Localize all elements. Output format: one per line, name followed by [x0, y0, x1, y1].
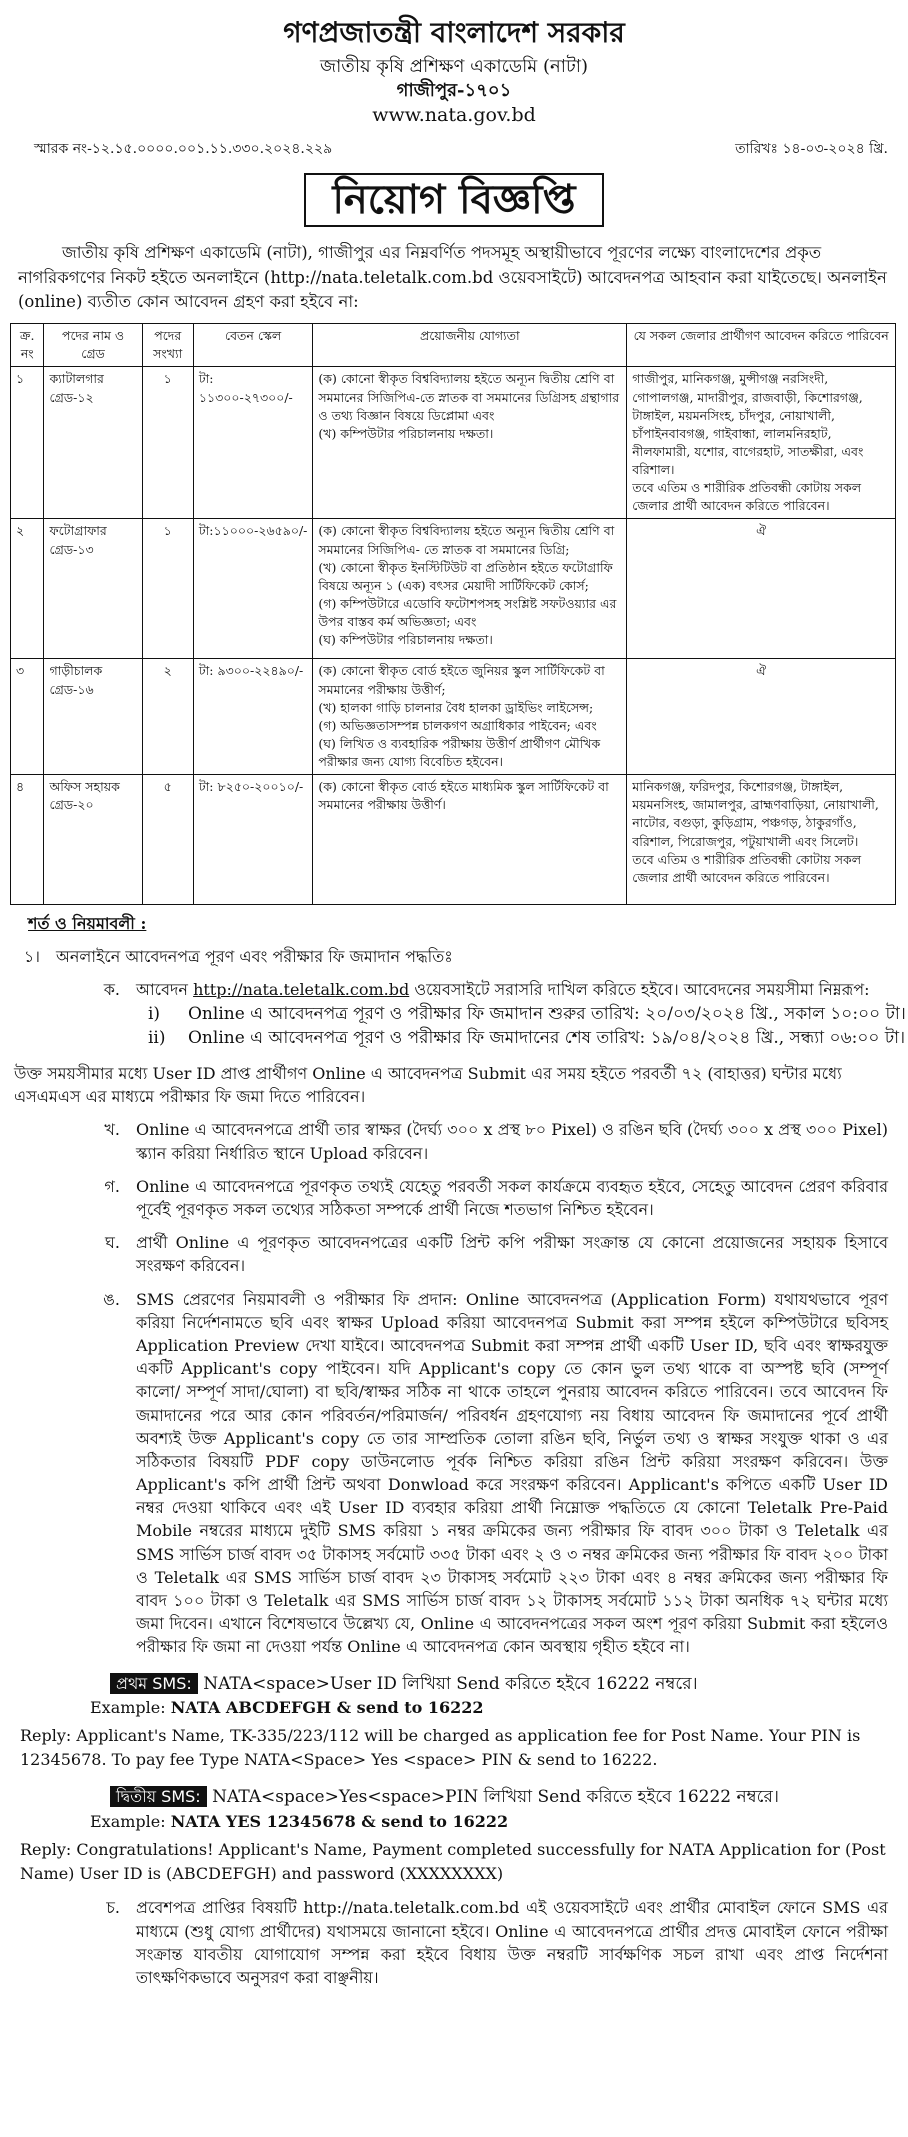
item-number: ক.: [103, 979, 120, 999]
example-text: NATA ABCDEFGH & send to 16222: [170, 1698, 484, 1718]
first-sms-reply: Reply: Applicant's Name, TK-335/223/112 will be charged as application fee for Post Name. Your PIN is 12345678. To pay fee Type NATA<Space> Yes <space> PIN & send to 16222.: [20, 1726, 861, 1770]
organization-name: জাতীয় কৃষি প্রশিক্ষণ একাডেমি (নাটা): [319, 56, 588, 78]
example-text: NATA YES 12345678 & send to 16222: [170, 1812, 509, 1832]
title-box: [0, 173, 908, 227]
deadline-text: Online এ আবেদনপত্র পূরণ ও পরীক্ষার ফি জমাদান শুরুর তারিখ: ২০/০৩/২০২৪ খ্রি., সকাল ১০:০০ টা।: [188, 1003, 906, 1024]
deadline-num: ii): [148, 1028, 166, 1049]
table-header-cell: ক্র. নং: [11, 324, 44, 367]
second-sms-example: [90, 1811, 908, 1832]
organization-location: গাজীপুর-১৭০১: [396, 80, 512, 102]
posts-table: [10, 323, 896, 905]
table-row: [11, 367, 896, 519]
condition-item: [80, 1118, 908, 1164]
serial-cell: ৩: [11, 659, 44, 775]
example-label: Example:: [90, 1812, 166, 1832]
condition-item: [80, 978, 908, 1001]
qualification-cell: (ক) কোনো স্বীকৃত বিশ্ববিদ্যালয় হইতে অন্যূন দ্বিতীয় শ্রেণি বা সমমানের সিজিপিএ-তে স্নাতক বা সমমানের ডিগ্রিসহ গ্রন্থাগার ও তথ্য বিজ্ঞান বিষয়ে ডিপ্লোমা এবং (খ) কম্পিউটার পরিচালনায় দক্ষতা।: [313, 367, 627, 519]
item-number: ঙ.: [103, 1289, 120, 1309]
item-number: চ.: [106, 1898, 120, 1918]
deadline-end: [148, 1027, 908, 1050]
first-sms-badge: প্রথম SMS:: [110, 1673, 198, 1694]
time-note: উক্ত সময়সীমার মধ্যে User ID প্রাপ্ত প্রার্থীগণ Online এ আবেদনপত্র Submit এর সময় হইতে পরবর্তী ৭২ (বাহাত্তর) ঘন্টার মধ্যে এসএমএস এর মাধ্যমে পরীক্ষার ফি জমা দিতে পারিবেন।: [14, 1064, 842, 1107]
first-sms-example: [90, 1697, 908, 1718]
qualification-cell: (ক) কোনো স্বীকৃত বোর্ড হইতে জুনিয়র স্কুল সার্টিফিকেট বা সমমানের পরীক্ষায় উত্তীর্ণ; (খ) হালকা গাড়ি চালনার বৈধ হালকা ড্রাইভিং লাইসেন্স; (গ) অভিজ্ঞতাসম্পন্ন চালকগণ অগ্রাধিকার পাইবেন; এবং (ঘ) লিখিত ও ব্যবহারিক পরীক্ষায় উত্তীর্ণ প্রার্থীগণ মৌখিক পরীক্ষার জন্য যোগ্য বিবেচিত হইবেন।: [313, 659, 627, 775]
second-sms-text: NATA<space>Yes<space>PIN লিখিয়া Send করিতে হইবে 16222 নম্বরে।: [212, 1787, 779, 1808]
intro-paragraph: জাতীয় কৃষি প্রশিক্ষণ একাডেমি (নাটা), গাজীপুর এর নিম্নবর্ণিত পদসমূহ অস্থায়ীভাবে পূরণের লক্ষ্যে বাংলাদেশের প্রকৃত নাগরিকগণের নিকট হইতে অনলাইনে (http://nata.teletalk.com.bd ওয়েবসাইটে) আবেদনপত্র আহবান করা যাইতেছে। অনলাইন (online) ব্যতীত কোন আবেদন গ্রহণ করা হইবে না:: [18, 242, 887, 312]
condition-item: [0, 945, 908, 968]
count-cell: ৫: [142, 775, 193, 905]
first-sms-text: NATA<space>User ID লিখিয়া Send করিতে হইবে 16222 নম্বরে।: [203, 1673, 698, 1694]
table-row: [11, 659, 896, 775]
organization-website: www.nata.gov.bd: [372, 104, 536, 127]
scale-cell: টা: ৯৩০০-২২৪৯০/-: [193, 659, 313, 775]
government-name: গণপ্রজাতন্ত্রী বাংলাদেশ সরকার: [283, 16, 625, 49]
serial-cell: ২: [11, 519, 44, 659]
serial-cell: ১: [11, 367, 44, 519]
item-text: Online এ আবেদনপত্রে পূরণকৃত তথ্যই যেহেতু পরবর্তী সকল কার্যক্রমে ব্যবহৃত হইবে, সেহেতু আবেদন প্রেরণ করিবার পূর্বেই পূরণকৃত সকল তথ্যের সঠিকতা সম্পর্কে প্রার্থী নিজে শতভাগ নিশ্চিত হইবেন।: [136, 1176, 888, 1220]
qualification-cell: (ক) কোনো স্বীকৃত বোর্ড হইতে মাধ্যমিক স্কুল সার্টিফিকেট বা সমমানের পরীক্ষায় উত্তীর্ণ।: [313, 775, 627, 905]
item-text: Online এ আবেদনপত্রে প্রার্থী তার স্বাক্ষর (দৈর্ঘ্য ৩০০ x প্রস্থ ৮০ Pixel) ও রঙিন ছবি (দৈর্ঘ্য ৩০০ x প্রস্থ ৩০০ Pixel) স্ক্যান করিয়া নির্ধারিত স্থানে Upload করিবেন।: [136, 1120, 888, 1163]
second-sms-row: [110, 1786, 908, 1809]
districts-cell: গাজীপুর, মানিকগঞ্জ, মুন্সীগঞ্জ নরসিংদী, গোপালগঞ্জ, মাদারীপুর, রাজবাড়ী, কিশোরগঞ্জ, টাঙ্গাইল, ময়মনসিংহ, চাঁদপুর, নোয়াখালী, চাঁপাইনবাবগঞ্জ, গাইবান্ধা, লালমনিরহাট, নীলফামারী, যশোর, বাগেরহাট, সাতক্ষীরা, এবং বরিশাল। তবে এতিম ও শারীরিক প্রতিবন্ধী কোটায় সকল জেলার প্রার্থী আবেদন করিতে পারিবেন।: [627, 367, 896, 519]
deadline-start: [148, 1003, 908, 1026]
post-cell: ক্যাটালগার গ্রেড-১২: [44, 367, 142, 519]
item-number: গ.: [104, 1176, 120, 1196]
districts-cell: মানিকগঞ্জ, ফরিদপুর, কিশোরগঞ্জ, টাঙ্গাইল, ময়মনসিংহ, জামালপুর, ব্রাহ্মণবাড়িয়া, নোয়াখালী, নাটোর, বগুড়া, কুড়িগ্রাম, পঞ্চগড়, ঠাকুরগাঁও, বরিশাল, পিরোজপুর, পটুয়াখালী এবং সিলেট। তবে এতিম ও শারীরিক প্রতিবন্ধী কোটায় সকল জেলার প্রার্থী আবেদন করিতে পারিবেন।: [627, 775, 896, 905]
deadline-text: Online এ আবেদনপত্র পূরণ ও পরীক্ষার ফি জমাদানের শেষ তারিখ: ১৯/০৪/২০২৪ খ্রি., সন্ধ্যা ০৬:০০ টা।: [188, 1028, 906, 1049]
memo-number: স্মারক নং-১২.১৫.০০০০.০০১.১১.৩৩০.২০২৪.২২৯: [34, 141, 333, 158]
memo-row: [34, 140, 888, 159]
first-sms-row: [110, 1673, 908, 1696]
table-header-cell: পদের নাম ও গ্রেড: [44, 324, 142, 367]
table-header-cell: বেতন স্কেল: [193, 324, 313, 367]
post-cell: গাড়ীচালক গ্রেড-১৬: [44, 659, 142, 775]
memo-date: তারিখঃ ১৪-০৩-২০২৪ খ্রি.: [735, 141, 888, 158]
condition-item: [80, 1896, 908, 1989]
qualification-cell: (ক) কোনো স্বীকৃত বিশ্ববিদ্যালয় হইতে অন্যূন দ্বিতীয় শ্রেণি বা সমমানের সিজিপিএ- তে স্নাতক বা সমমানের ডিগ্রি; (খ) কোনো স্বীকৃত ইনস্টিটিউট বা প্রতিষ্ঠান হইতে ফটোগ্রাফি বিষয়ে অন্যূন ১ (এক) বৎসর মেয়াদী সার্টিফিকেট কোর্স; (গ) কম্পিউটারে এডোবি ফটোশপসহ সংশ্লিষ্ট সফটওয়্যার এর উপর বাস্তব কর্ম অভিজ্ঞতা; এবং (ঘ) কম্পিউটার পরিচালনায় দক্ষতা।: [313, 519, 627, 659]
condition-item: [80, 1231, 908, 1277]
count-cell: ১: [142, 367, 193, 519]
table-header-cell: প্রয়োজনীয় যোগ্যতা: [313, 324, 627, 367]
districts-cell: ঐ: [627, 659, 896, 775]
item-number: ঘ.: [105, 1233, 120, 1253]
notice-header: [0, 14, 908, 128]
item-number: খ.: [104, 1120, 120, 1140]
item-number: ১।: [23, 946, 40, 966]
conditions-heading: শর্ত ও নিয়মাবলী :: [28, 914, 147, 934]
item-text: প্রবেশপত্র প্রাপ্তির বিষয়টি http://nata.teletalk.com.bd এই ওয়েবসাইটে এবং প্রার্থীর মোবাইল ফোনে SMS এর মাধ্যমে (শুধু যোগ্য প্রার্থীদের) যথাসময়ে জানানো হইবে। Online এ আবেদনপত্রে প্রার্থীর প্রদত্ত মোবাইল ফোনে পরীক্ষা সংক্রান্ত যাবতীয় যোগাযোগ সম্পন্ন করা হইবে বিধায় উক্ত নম্বরটি সার্বক্ষণিক সচল রাখা এবং প্রাপ্ত নির্দেশনা তাৎক্ষণিকভাবে অনুসরণ করা বাঞ্ছনীয়।: [136, 1898, 888, 1987]
second-sms-reply: Reply: Congratulations! Applicant's Name, Payment completed successfully for NATA Application for (Post Name) User ID is (ABCDEFGH) and password (XXXXXXXX): [20, 1840, 886, 1884]
post-cell: ফটোগ্রাফার গ্রেড-১৩: [44, 519, 142, 659]
deadline-num: i): [148, 1003, 161, 1024]
post-cell: অফিস সহায়ক গ্রেড-২০: [44, 775, 142, 905]
scale-cell: টা:১১০০০-২৬৫৯০/-: [193, 519, 313, 659]
scale-cell: টা: ৮২৫০-২০০১০/-: [193, 775, 313, 905]
districts-cell: ঐ: [627, 519, 896, 659]
serial-cell: ৪: [11, 775, 44, 905]
count-cell: ২: [142, 659, 193, 775]
table-header-cell: পদের সংখ্যা: [142, 324, 193, 367]
table-row: [11, 519, 896, 659]
apply-suffix: ওয়েবসাইটে সরাসরি দাখিল করিতে হইবে। আবেদনের সময়সীমা নিম্নরূপ:: [414, 979, 870, 999]
second-sms-badge: দ্বিতীয় SMS:: [110, 1786, 207, 1807]
apply-prefix: আবেদন: [136, 979, 188, 999]
item-text: প্রার্থী Online এ পূরণকৃত আবেদনপত্রের একটি প্রিন্ট কপি পরীক্ষা সংক্রান্ত যে কোনো প্রয়োজনের সহায়ক হিসাবে সংরক্ষণ করিবেন।: [136, 1233, 888, 1276]
item-text: অনলাইনে আবেদনপত্র পূরণ এবং পরীক্ষার ফি জমাদান পদ্ধতিঃ: [56, 946, 453, 966]
condition-item: [80, 1175, 908, 1221]
table-header-cell: যে সকল জেলার প্রার্থীগণ আবেদন করিতে পারিবেন: [627, 324, 896, 367]
table-row: [11, 775, 896, 905]
condition-item: [80, 1288, 908, 1659]
teletalk-link[interactable]: http://nata.teletalk.com.bd: [193, 979, 410, 999]
scale-cell: টা: ১১৩০০-২৭৩০০/-: [193, 367, 313, 519]
notice-title: নিয়োগ বিজ্ঞপ্তি: [304, 173, 603, 227]
example-label: Example:: [90, 1698, 166, 1718]
item-text: SMS প্রেরণের নিয়মাবলী ও পরীক্ষার ফি প্রদান: Online আবেদনপত্র (Application Form) যথাযথভাবে পূরণ করিয়া নির্দেশনামতে ছবি এবং স্বাক্ষর Upload করিয়া আবেদনপত্র Submit করা সম্পন্ন হইলে কম্পিউটারে ছবিসহ Application Preview দেখা যাইবে। আবেদনপত্র Submit করা সম্পন্ন প্রার্থী একটি User ID, ছবি এবং স্বাক্ষরযুক্ত একটি Applicant's copy পাইবেন। যদি Applicant's copy তে কোন ভুল তথ্য থাকে বা অস্পষ্ট ছবি (সম্পূর্ণ কালো/ সম্পূর্ণ সাদা/ঘোলা) বা ছবি/স্বাক্ষর সঠিক না থাকে তাহলে পুনরায় আবেদন করিতে পারিবেন। তবে আবেদন ফি জমাদানের পরে আর কোন পরিবর্তন/পরিমার্জন/ পরিবর্ধন গ্রহণযোগ্য নয় বিধায় আবেদন ফি জমাদানের পূর্বে প্রার্থী অবশ্যই উক্ত Applicant's copy তে তার সাম্প্রতিক তোলা রঙিন ছবি, নির্ভুল তথ্য ও স্বাক্ষর সংযুক্ত থাকা ও এর সঠিকতার বিষয়টি PDF copy ডাউনলোড পূর্বক নিশ্চিত করিয়া রঙিন প্রিন্ট করিয়া সংরক্ষণ করিবেন। উক্ত Applicant's কপি প্রার্থী প্রিন্ট অথবা Donwload করে সংরক্ষণ করিবেন। Applicant's কপিতে একটি User ID নম্বর দেওয়া থাকিবে এবং এই User ID ব্যবহার করিয়া প্রার্থী নিম্নোক্ত পদ্ধতিতে যে কোনো Teletalk Pre-Paid Mobile নম্বরের মাধ্যমে দুইটি SMS করিয়া ১ নম্বর ক্রমিকের জন্য পরীক্ষার ফি বাবদ ৩০০ টাকা ও Teletalk এর SMS সার্ভিস চার্জ বাবদ ৩৫ টাকাসহ সর্বমোট ৩৩৫ টাকা এবং ২ ও ৩ নম্বর ক্রমিকের জন্য পরীক্ষার ফি বাবদ ২০০ টাকা ও Teletalk এর SMS সার্ভিস চার্জ বাবদ ২৩ টাকাসহ সর্বমোট ২২৩ টাকা এবং ৪ নম্বর ক্রমিকের জন্য পরীক্ষার ফি বাবদ ১০০ টাকা ও Teletalk এর SMS সার্ভিস চার্জ বাবদ ১২ টাকাসহ সর্বমোট ১১২ টাকা অনধিক ৭২ ঘন্টার মধ্যে জমা দিবেন। এখানে বিশেষভাবে উল্লেখ্য যে, Online এ আবেদনপত্রের সকল অংশ পূরণ করিয়া Submit করা হইলেও পরীক্ষার ফি জমা না দেওয়া পর্যন্ত Online এ আবেদনপত্র কোন অবস্থায় গৃহীত হইবে না।: [136, 1289, 888, 1657]
table-header-row: [11, 324, 896, 367]
count-cell: ১: [142, 519, 193, 659]
item-text: [136, 978, 908, 1001]
